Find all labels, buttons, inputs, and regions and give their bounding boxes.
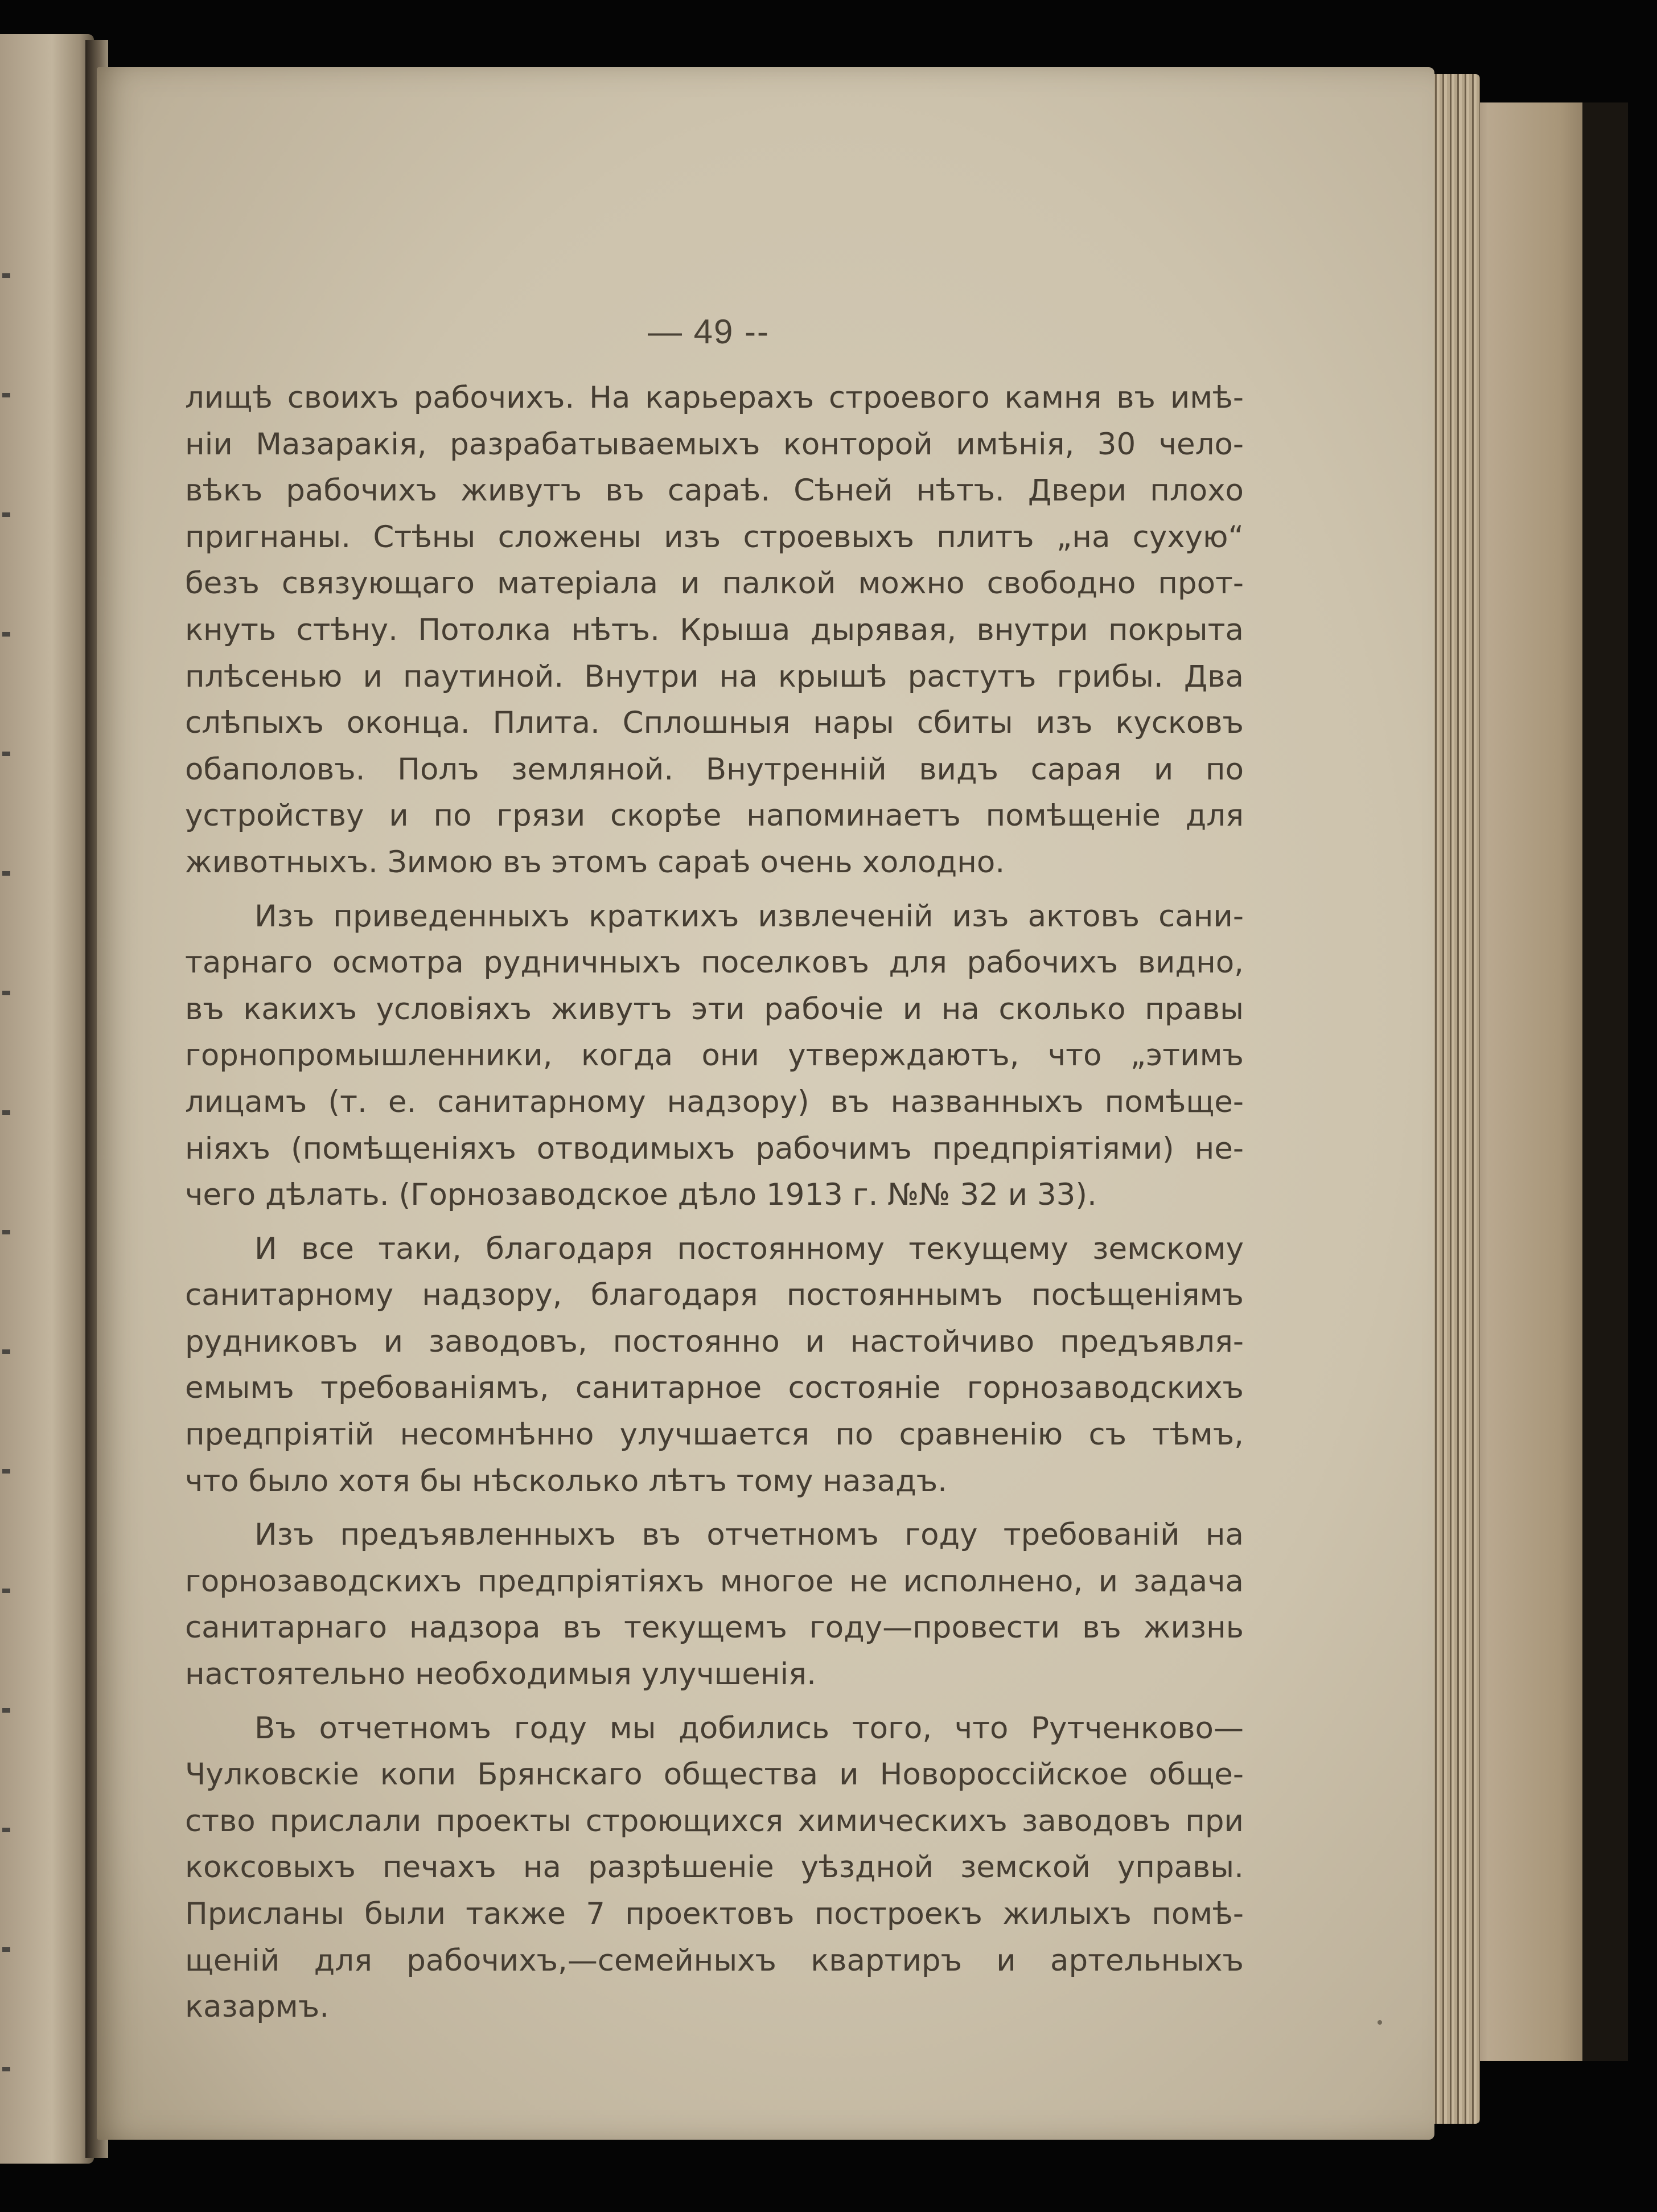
paper-speck [1378, 2020, 1382, 2025]
text-line: санитарнаго надзора въ текущемъ году—провести въ жизнь [185, 1610, 1244, 1645]
paragraph [185, 1226, 1244, 1505]
cover-shadow [1582, 102, 1628, 2061]
text-line: безъ связующаго матерiала и палкой можно свободно прот- [185, 566, 1244, 601]
text-line: рудниковъ и заводовъ, постоянно и настойчиво предъявля- [185, 1324, 1244, 1359]
book-back-cover [1457, 102, 1628, 2061]
text-line: тарнаго осмотра рудничныхъ поселковъ для рабочихъ видно, [185, 945, 1244, 980]
text-line: предпрiятiй несомнѣнно улучшается по сравненiю съ тѣмъ, [185, 1417, 1244, 1452]
text-line: животныхъ. Зимою въ этомъ сараѣ очень холодно. [185, 844, 1005, 880]
paragraph [185, 1705, 1244, 2030]
text-line: казармъ. [185, 1989, 330, 2025]
text-line: нiяхъ (помѣщенiяхъ отводимыхъ рабочимъ предпрiятiями) не- [185, 1131, 1244, 1166]
paragraph [185, 1512, 1244, 1697]
text-line: въ какихъ условiяхъ живутъ эти рабочiе и на сколько правы [185, 991, 1244, 1027]
text-line: лицамъ (т. е. санитарному надзору) въ названныхъ помѣще- [185, 1084, 1244, 1119]
text-line: нiи Мазаракiя, разрабатываемыхъ конторой имѣнiя, 30 чело- [185, 426, 1244, 462]
text-line: настоятельно необходимыя улучшенiя. [185, 1657, 816, 1692]
text-line: обаполовъ. Полъ земляной. Внутреннiй видъ сарая и по [185, 752, 1244, 787]
text-line: кнуть стѣну. Потолка нѣтъ. Крыша дырявая, внутри покрыта [185, 612, 1244, 647]
text-line: Изъ предъявленныхъ въ отчетномъ году требованiй на [254, 1517, 1244, 1553]
text-line: горнопромышленники, когда они утверждаютъ, что „этимъ [185, 1038, 1244, 1073]
text-line: И все таки, благодаря постоянному текущему земскому [254, 1231, 1244, 1266]
left-facing-page [0, 34, 94, 2164]
paragraph [185, 893, 1244, 1218]
text-line: вѣкъ рабочихъ живутъ въ сараѣ. Сѣней нѣтъ. Двери плохо [185, 473, 1244, 508]
left-page-text-edges [2, 205, 10, 2084]
text-line: плѣсенью и паутиной. Внутри на крышѣ растутъ грибы. Два [185, 659, 1244, 694]
text-line: коксовыхъ печахъ на разрѣшенiе уѣздной земской управы. [185, 1850, 1244, 1885]
text-line: чего дѣлать. (Горнозаводское дѣло 1913 г. №№ 32 и 33). [185, 1177, 1097, 1213]
text-line: горнозаводскихъ предпрiятiяхъ многое не исполнено, и задача [185, 1563, 1244, 1599]
text-line: что было хотя бы нѣсколько лѣтъ тому назадъ. [185, 1463, 948, 1499]
text-line: щенiй для рабочихъ,—семейныхъ квартиръ и артельныхъ [185, 1943, 1244, 1978]
text-line: устройству и по грязи скорѣе напоминаетъ помѣщенiе для [185, 798, 1244, 834]
text-line: Въ отчетномъ году мы добились того, что Рутченково— [254, 1710, 1244, 1746]
text-line: лищѣ своихъ рабочихъ. На карьерахъ строевого камня въ имѣ- [185, 380, 1244, 415]
body-text [185, 375, 1244, 2030]
text-line: ство прислали проекты строющихся химическихъ заводовъ при [185, 1803, 1244, 1838]
text-line: санитарному надзору, благодаря постояннымъ посѣщенiямъ [185, 1278, 1244, 1313]
right-page [97, 67, 1434, 2140]
text-line: Изъ приведенныхъ краткихъ извлеченiй изъ актовъ сани- [254, 898, 1244, 934]
page-number: — 49 -- [647, 313, 770, 351]
text-line: слѣпыхъ оконца. Плита. Сплошныя нары сбиты изъ кусковъ [185, 705, 1244, 741]
text-line: Присланы были также 7 проектовъ построекъ жилыхъ помѣ- [185, 1897, 1244, 1931]
text-line: емымъ требованiямъ, санитарное состоянiе горнозаводскихъ [185, 1370, 1244, 1406]
text-line: Чулковскiе копи Брянскаго общества и Новороссiйское обще- [185, 1757, 1244, 1792]
paragraph [185, 375, 1244, 886]
text-line: пригнаны. Стѣны сложены изъ строевыхъ плитъ „на сухую“ [185, 519, 1244, 555]
